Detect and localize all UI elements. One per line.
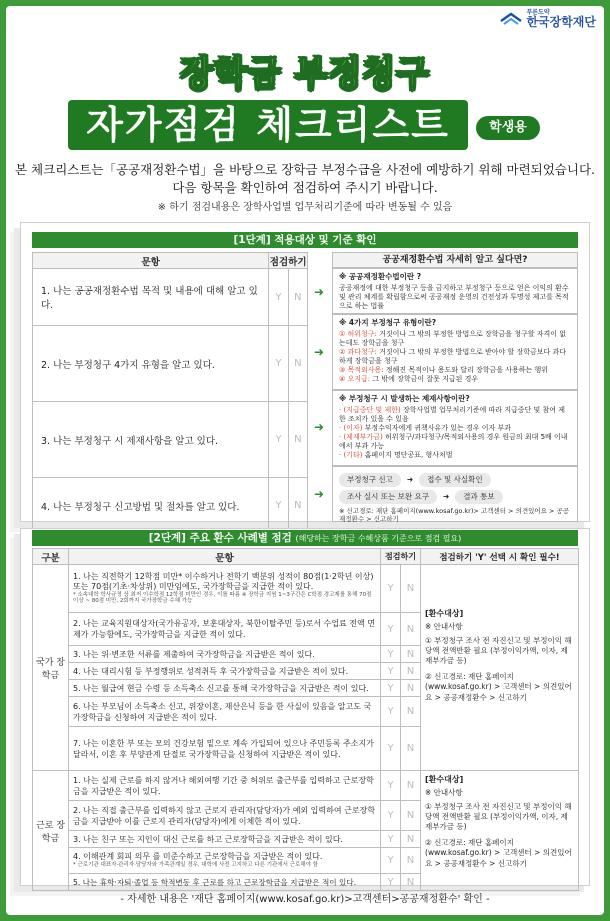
national-side-info: [환수대상] ※ 안내사항 ① 부정청구 조사 전 자진신고 및 부정이익 해당액 전액반환 필요 (부정이익가액, 이자, 제재부가금 등) ② 신고경로: 재단 홈페이지(www.kosaf.go.kr) > 고객센터 > 의견있어요 > 공공재정환수 > 신고하기 xyxy=(421,565,579,771)
info-report-box xyxy=(332,466,578,522)
info-sanctions-box xyxy=(332,390,578,466)
answer-yes[interactable]: Y xyxy=(381,613,401,646)
stage2-question: 2. 나는 교육지원대상자(국가유공자, 보훈대상자, 북한이탈주민 등)로서 수업료 전액 면제가 가능함에도, 국가장학금을 지급한 적이 있다. xyxy=(69,613,381,646)
intro-line-2: 다음 항목을 확인하여 점검하여 주시기 바랍니다. xyxy=(172,180,438,195)
flow-step: 조사 실시 또는 보완 요구 xyxy=(339,490,437,504)
answer-no[interactable]: N xyxy=(401,801,421,831)
stage1-table xyxy=(32,252,308,534)
sanction-desc: 허위청구/과다청구/목적외사용의 경우 원금의 최대 5배 이내에서 부과 가능 xyxy=(339,433,568,451)
answer-no[interactable]: N xyxy=(401,613,421,646)
sanction-desc: 부정수익자에게 귀책사유가 있는 경우 이자 부과 xyxy=(364,423,512,432)
answer-yes[interactable]: Y xyxy=(269,326,288,402)
right-arrow-icon: ➜ xyxy=(313,487,325,501)
category-work: 근로 장학금 xyxy=(33,771,69,891)
table-row xyxy=(33,478,308,534)
type-label: ① 허위청구: xyxy=(339,329,377,338)
stage1-col-question: 문항 xyxy=(33,253,269,269)
answer-yes[interactable]: Y xyxy=(381,646,401,663)
flow-step: 결과 통보 xyxy=(455,490,502,504)
right-arrow-icon: ➜ xyxy=(313,420,325,434)
stage1-col-check: 점검하기 xyxy=(269,253,308,269)
answer-yes[interactable]: Y xyxy=(381,680,401,697)
answer-yes[interactable]: Y xyxy=(381,801,401,831)
report-flow-row-2 xyxy=(339,490,571,504)
stage2-question: 4. 나는 대리시험 등 부정행위로 성적취득 후 국가장학금을 지급받은 적이 있다. xyxy=(69,663,381,680)
work-side-info: [환수대상] ※ 안내사항 ① 부정청구 조사 전 자진신고 및 부정이익 해당액 전액반환 필요 (부정이익가액, 이자, 제재부가금 등) ② 신고경로: 재단 홈페이지(www.kosaf.go.kr) > 고객센터 > 의견있어요 > 공공재정환수 > 신고하기 xyxy=(421,771,579,891)
table-row xyxy=(33,326,308,402)
sanction-label: · (이자) xyxy=(339,423,363,432)
answer-no[interactable]: N xyxy=(288,269,307,326)
logo-subtitle: 푸른도약 xyxy=(526,9,550,16)
flow-arrow-icon: ➜ xyxy=(406,475,414,484)
intro-note: ※ 하기 점검내용은 장학사업별 업무처리기준에 따라 변동될 수 있음 xyxy=(157,202,453,213)
answer-no[interactable]: N xyxy=(288,402,307,478)
info-types-box xyxy=(332,314,578,390)
type-label: ③ 목적외사용: xyxy=(339,366,384,375)
answer-no[interactable]: N xyxy=(288,478,307,534)
type-desc: 정해진 목적이나 용도와 달리 장학금을 사용하는 행위 xyxy=(385,366,549,375)
table-row xyxy=(33,771,579,801)
flow-step: 부정청구 신고 xyxy=(339,473,401,487)
answer-yes[interactable]: Y xyxy=(269,478,288,534)
type-desc: 거짓이나 그 밖의 부정한 방법으로 받아야 할 장학금보다 과다하게 장학금을 청구 xyxy=(339,347,567,366)
answer-yes[interactable]: Y xyxy=(269,269,288,326)
logo xyxy=(500,10,596,28)
answer-no[interactable]: N xyxy=(288,326,307,402)
answer-no[interactable]: N xyxy=(401,727,421,771)
stage2-question: 6. 나는 부모님이 소득축소 신고, 위장이혼, 재산은닉 등을 한 사실이 있음을 알고도 국가장학금을 신청하여 지급받은 적이 있다. xyxy=(69,697,381,727)
footer-note: - 자세한 내용은 '재단 홈페이지(www.kosaf.go.kr)>고객센터>공공재정환수' 확인 - xyxy=(120,894,490,905)
report-route-note: ※ 신고경로: 재단 홈페이지(www.kosaf.go.kr)> 고객센터 > 의견있어요 > 공공재정환수 > 신고하기 xyxy=(339,506,570,523)
answer-yes[interactable]: Y xyxy=(381,831,401,848)
table-row xyxy=(33,269,308,326)
stage2-question: 5. 나는 휴학·자퇴·졸업 등 학적변동 후 근로를 하고 근로장학금을 지급받은 적이 있다. xyxy=(69,874,381,891)
sanction-desc: 장학사업별 업무처리기준에 따라 지급중단 및 참여 제한 조치가 있을 수 있음 xyxy=(339,405,566,423)
stage1-question-4: 4. 나는 부정청구 신고방법 및 절차를 알고 있다. xyxy=(33,478,269,534)
info-law-title: ※ 공공재정환수법이란 ? xyxy=(339,272,422,281)
logo-name: 한국장학재단 xyxy=(526,15,596,29)
title-line-2: 자가점검 체크리스트 xyxy=(68,100,468,150)
sanction-desc: 홈페이지 명단공표, 형사처벌 xyxy=(364,451,453,460)
stage2-question: 4. 이해관계 회피 의무 를 미준수하고 근로장학금을 지급받은 적이 있다. * 근로기관 대표자·관리자·담당자와 가족관계일 경우, 대학에 사전 고지하고 다른 기관에서 근로해야 함 xyxy=(69,848,381,874)
answer-no[interactable]: N xyxy=(401,565,421,613)
sanction-label: · (지급중단 및 제한) xyxy=(339,405,401,414)
intro-line-1: 본 체크리스트는「공공재정환수법」을 바탕으로 장학금 부정수급을 사전에 예방하기 위해 마련되었습니다. xyxy=(15,162,595,177)
answer-no[interactable]: N xyxy=(401,680,421,697)
right-arrow-icon: ➜ xyxy=(313,285,325,299)
foundation-logo-icon xyxy=(500,11,522,27)
stage2-table xyxy=(32,548,579,891)
stage2-header: [2단계] 주요 환수 사례별 점검 (해당하는 장학금 수혜상품 기준으로 점검 필요) xyxy=(32,530,578,546)
info-law-box xyxy=(332,268,578,314)
sanction-label: · (기타) xyxy=(339,451,363,460)
flow-step: 접수 및 사실확인 xyxy=(419,473,490,487)
stage1-question-3: 3. 나는 부정청구 시 제재사항을 알고 있다. xyxy=(33,402,269,478)
sanction-label: · (제재부가금) xyxy=(339,433,383,442)
report-flow-row-1 xyxy=(339,473,571,487)
audience-badge: 학생용 xyxy=(476,116,540,140)
answer-no[interactable]: N xyxy=(401,663,421,680)
answer-no[interactable]: N xyxy=(401,848,421,874)
answer-no[interactable]: N xyxy=(401,874,421,891)
answer-yes[interactable]: Y xyxy=(381,663,401,680)
answer-no[interactable]: N xyxy=(401,697,421,727)
stage2-question: 5. 나는 월급여 현금 수령 등 소득축소 신고를 통해 국가장학금을 지급받은 적이 있다. xyxy=(69,680,381,697)
info-law-text: 공공재정에 대한 부정청구 등을 금지하고 부정청구 등으로 얻은 이익의 환수 및 관리 체계를 확립함으로써 공공재정 운영의 건전성과 투명성 제고를 목적으로 하는 법률 xyxy=(339,283,569,310)
table-row xyxy=(33,402,308,478)
info-types-title: ※ 4가지 부정청구 유형이란? xyxy=(339,318,437,327)
category-national: 국가 장학금 xyxy=(33,565,69,771)
type-desc: 그 밖에 장학금이 잘못 지급된 경우 xyxy=(372,375,479,384)
stage2-col-info: 점검하기 'Y' 선택 시 확인 필수! xyxy=(421,549,579,565)
answer-yes[interactable]: Y xyxy=(269,402,288,478)
answer-yes[interactable]: Y xyxy=(381,697,401,727)
answer-yes[interactable]: Y xyxy=(381,848,401,874)
stage1-header: [1단계] 적용대상 및 기준 확인 xyxy=(32,232,578,248)
stage2-question: 1. 나는 실제 근로를 하지 않거나 해외여행 기간 중 허위로 출근부를 입력하고 근로장학금을 지급받은 적이 있다. xyxy=(69,771,381,801)
answer-no[interactable]: N xyxy=(401,831,421,848)
stage2-question: 7. 나는 이혼한 부 또는 모의 건강보험 밑으로 계속 가입되어 있으나 주민등록 주소지가 달라서, 이혼 후 부양관계 단절로 국가장학금을 신청하여 지급받은 적이 있다. xyxy=(69,727,381,771)
stage2-col-check: 점검하기 xyxy=(381,549,421,565)
stage2-col-category: 구분 xyxy=(33,549,69,565)
answer-yes[interactable]: Y xyxy=(381,771,401,801)
type-label: ④ 오지급: xyxy=(339,375,371,384)
stage2-question: 3. 나는 위·변조한 서류를 제출하여 국가장학금을 지급받은 적이 있다. xyxy=(69,646,381,663)
type-desc: 거짓이나 그 밖의 부정한 방법으로 장학금을 청구할 자격이 없는데도 장학금을 청구 xyxy=(339,329,567,347)
info-sanctions-title: ※ 부정청구 시 발생하는 제재사항이란? xyxy=(339,394,470,403)
stage2-col-question: 문항 xyxy=(69,549,381,565)
title-line-1: 장학금 부정청구 xyxy=(180,54,430,94)
table-row xyxy=(33,565,579,613)
stage1-question-2: 2. 나는 부정청구 4가지 유형을 알고 있다. xyxy=(33,326,269,402)
stage2-question: 3. 나는 친구 또는 지인이 대신 근로를 하고 근로장학금을 지급받은 적이 있다. xyxy=(69,831,381,848)
stage2-question: 2. 나는 직접 출근부를 입력하지 않고 근로지 관리자(담당자)가 예외 입력하여 근로장학금을 지급받아 이를 근로지 관리자(담당자)에게 이체한 적이 있다. xyxy=(69,801,381,831)
stage2-question: 1. 나는 직전학기 12학점 미만* 이수하거나 전학기 백분위 성적이 80점(1·2학년 이상) 또는 70점(기초·차상위) 미만임에도, 국가장학금을 지급한 적이 있다. * 소속대학 학사규정 상 최저 이수학점 12학점 미만인 경우, 이를 따름 ※ 장학금 지원 1~3구간은 C학점 경고제를 통해 70점 이상 ~ 80점 미만, 2회까지 국가장학금 수혜 가능 xyxy=(69,565,381,613)
type-label: ② 과다청구: xyxy=(339,347,377,356)
stage1-question-1: 1. 나는 공공재정환수법 목적 및 내용에 대해 알고 있다. xyxy=(33,269,269,326)
answer-yes[interactable]: Y xyxy=(381,565,401,613)
answer-no[interactable]: N xyxy=(401,646,421,663)
right-arrow-icon: ➜ xyxy=(313,345,325,359)
flow-arrow-icon: ➜ xyxy=(443,491,450,501)
answer-yes[interactable]: Y xyxy=(381,727,401,771)
answer-no[interactable]: N xyxy=(401,771,421,801)
stage1-info-header: 공공재정환수법 자세히 알고 싶다면? xyxy=(332,252,578,268)
answer-yes[interactable]: Y xyxy=(381,874,401,891)
